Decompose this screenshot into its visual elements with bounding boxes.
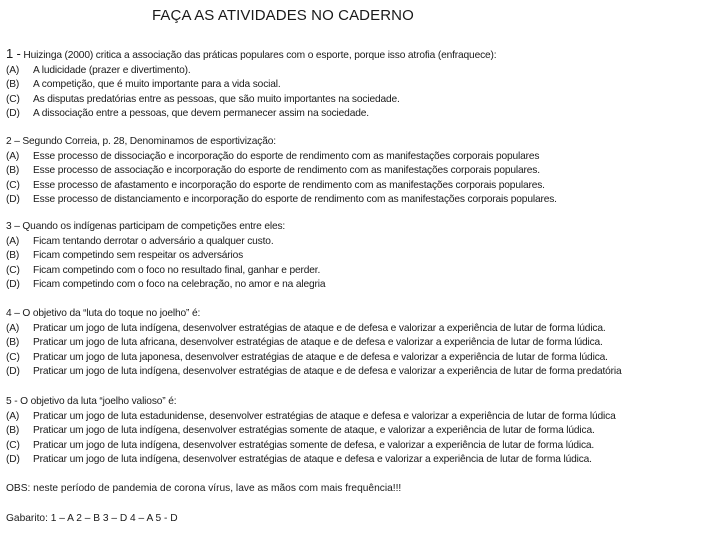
answer-key: Gabarito: 1 – A 2 – B 3 – D 4 – A 5 - D (6, 513, 178, 524)
question-text: O objetivo da luta “joelho valioso” é: (17, 396, 177, 407)
option-letter: (A) (6, 410, 20, 422)
option-c (6, 93, 496, 108)
question-number: 5 - (6, 396, 18, 407)
option-text: Praticar um jogo de luta indígena, desenvolver estratégias de ataque e de defesa e valorizar a experiência de lutar de forma predatória (33, 366, 622, 378)
option-text: A ludicidade (prazer e divertimento). (33, 64, 191, 76)
option-text: Esse processo de distanciamento e incorporação do esporte de rendimento com as manifestações corporais populares. (33, 194, 557, 206)
question-text: O objetivo da “luta do toque no joelho” é: (19, 308, 201, 319)
option-letter: (A) (6, 235, 20, 247)
question-3 (6, 220, 325, 293)
question-1 (6, 47, 496, 122)
question-number: 4 – (6, 308, 20, 319)
option-text: A dissociação entre a pessoas, que devem permanecer assim na sociedade. (33, 108, 369, 120)
option-letter: (B) (6, 79, 20, 91)
option-b (6, 336, 622, 351)
option-letter: (B) (6, 337, 20, 349)
option-d (6, 193, 557, 208)
option-letter: (D) (6, 366, 20, 378)
question-stem (6, 395, 616, 410)
option-letter: (D) (6, 454, 20, 466)
option-letter: (C) (6, 93, 20, 105)
option-letter: (A) (6, 150, 20, 162)
question-stem (6, 135, 557, 150)
option-letter: (C) (6, 439, 20, 451)
option-text: Ficam competindo sem respeitar os adversários (33, 250, 244, 262)
option-text: Praticar um jogo de luta indígena, desenvolver estratégias de ataque e de defesa e valorizar a experiência de lutar de forma lúdica. (33, 322, 606, 334)
option-b (6, 424, 616, 439)
option-a (6, 410, 616, 425)
option-letter: (B) (6, 165, 20, 177)
option-c (6, 439, 616, 454)
option-text: Praticar um jogo de luta indígena, desenvolver estratégias somente de ataque, e valorizar a experiência de lutar de forma lúdica. (33, 425, 595, 437)
option-text: Ficam tentando derrotar o adversário a qualquer custo. (33, 235, 274, 247)
option-text: As disputas predatórias entre as pessoas, que são muito importantes na sociedade. (33, 93, 400, 105)
option-letter: (D) (6, 194, 20, 206)
observation-note: OBS: neste período de pandemia de corona vírus, lave as mãos com mais frequência!!! (6, 483, 402, 494)
question-5 (6, 395, 616, 468)
option-b (6, 249, 325, 264)
option-a (6, 64, 496, 79)
option-letter: (B) (6, 425, 20, 437)
option-d (6, 365, 622, 380)
option-letter: (C) (6, 351, 20, 363)
option-b (6, 164, 557, 179)
option-b (6, 78, 496, 93)
option-d (6, 278, 325, 293)
question-text: Huizinga (2000) critica a associação das práticas populares com o esporte, porque isso atrofia (enfraquece): (20, 50, 497, 61)
option-text: Praticar um jogo de luta indígena, desenvolver estratégias somente de defesa, e valorizar a experiência de lutar de forma lúdica. (33, 439, 595, 451)
option-letter: (A) (6, 322, 20, 334)
option-letter: (A) (6, 64, 20, 76)
option-letter: (B) (6, 250, 20, 262)
option-a (6, 150, 557, 165)
option-text: Esse processo de dissociação e incorporação do esporte de rendimento com as manifestações corporais populares (33, 150, 540, 162)
option-text: Ficam competindo com o foco no resultado final, ganhar e perder. (33, 264, 321, 276)
option-a (6, 235, 325, 250)
option-text: Praticar um jogo de luta estadunidense, desenvolver estratégias de ataque e defesa e valorizar a experiência de lutar de forma lúdica (33, 410, 616, 422)
option-letter: (D) (6, 279, 20, 291)
question-2 (6, 135, 557, 208)
question-stem (6, 307, 622, 322)
option-text: A competição, que é muito importante para a vida social. (33, 79, 281, 91)
question-text: Segundo Correia, p. 28, Denominamos de esportivização: (19, 136, 276, 147)
question-text: Quando os indígenas participam de competições entre eles: (19, 221, 286, 232)
option-text: Praticar um jogo de luta japonesa, desenvolver estratégias de ataque e de defesa e valorizar a experiência de lutar de forma lúdica. (33, 351, 608, 363)
question-stem (6, 47, 496, 64)
option-letter: (C) (6, 264, 20, 276)
option-c (6, 351, 622, 366)
question-number: 1 - (6, 46, 21, 61)
option-c (6, 264, 325, 279)
option-a (6, 322, 622, 337)
option-c (6, 179, 557, 194)
option-letter: (C) (6, 179, 20, 191)
question-stem (6, 220, 325, 235)
question-number: 2 – (6, 136, 20, 147)
option-letter: (D) (6, 108, 20, 120)
page-title: FAÇA AS ATIVIDADES NO CADERNO (152, 7, 414, 24)
option-text: Praticar um jogo de luta indígena, desenvolver estratégias de ataque e defesa e valorizar a experiência de lutar de forma lúdica. (33, 454, 592, 466)
option-text: Ficam competindo com o foco na celebração, no amor e na alegria (33, 279, 326, 291)
question-4 (6, 307, 622, 380)
option-d (6, 453, 616, 468)
option-text: Esse processo de afastamento e incorporação do esporte de rendimento com as manifestações corporais populares. (33, 179, 545, 191)
option-text: Esse processo de associação e incorporação do esporte de rendimento com as manifestações corporais populares. (33, 165, 540, 177)
question-number: 3 – (6, 221, 20, 232)
option-text: Praticar um jogo de luta africana, desenvolver estratégias de ataque e de defesa e valorizar a experiência de lutar de forma lúdica. (33, 337, 603, 349)
option-d (6, 107, 496, 122)
